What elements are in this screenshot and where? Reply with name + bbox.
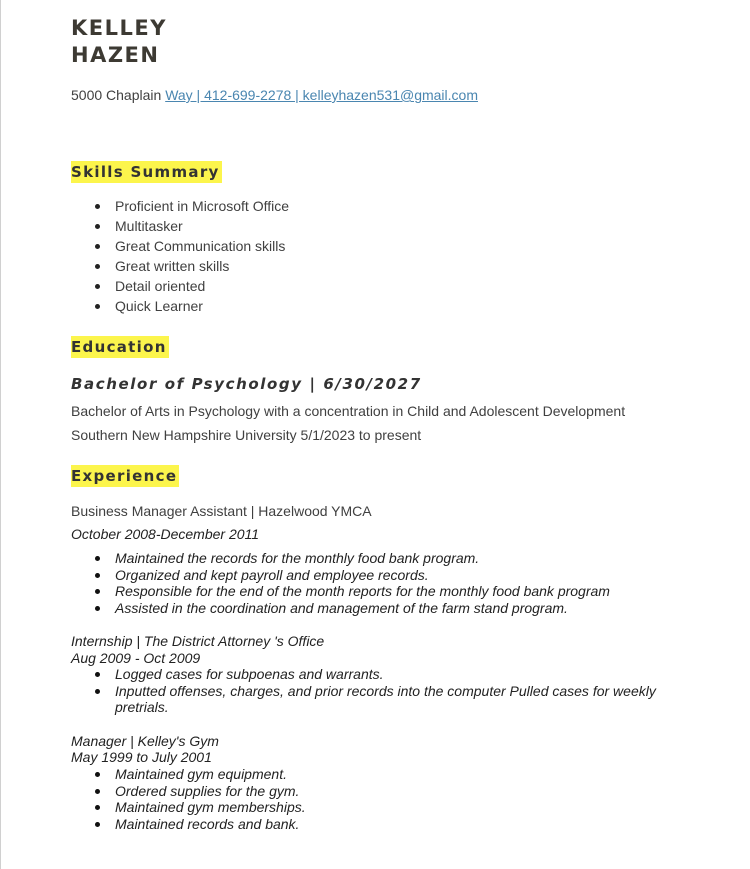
degree-description: Bachelor of Arts in Psychology with a concentration in Child and Adolescent Development [71,403,626,419]
skill-item: Proficient in Microsoft Office [71,196,289,216]
job-dates: October 2008-December 2011 [71,526,260,542]
job-bullets [71,550,691,617]
job-bullet: Maintained the records for the monthly food bank program. [71,550,691,567]
experience-heading: Experience [71,467,178,485]
page-edge [0,0,1,869]
school-line: Southern New Hampshire University 5/1/2023 to present [71,427,422,443]
degree-title: Bachelor of Psychology | 6/30/2027 [71,375,422,393]
contact-address: 5000 Chaplain [71,87,162,103]
job-bullet: Logged cases for subpoenas and warrants. [71,666,691,683]
job-title: Manager | Kelley's Gym [71,733,219,749]
job-bullets [71,766,691,833]
skill-item: Great written skills [71,256,289,276]
job-bullet: Maintained records and bank. [71,816,691,833]
job-dates: May 1999 to July 2001 [71,749,212,765]
job-bullets [71,666,691,716]
job-bullet: Assisted in the coordination and management of the farm stand program. [71,600,691,617]
education-heading: Education [71,338,167,356]
job-title: Internship | The District Attorney 's Office [71,633,325,649]
skill-item: Quick Learner [71,296,289,316]
resume-name [71,15,167,69]
skills-heading: Skills Summary [71,163,220,181]
contact-link[interactable]: Way | 412-699-2278 | kelleyhazen531@gmail.com [165,87,478,103]
contact-line [71,86,478,104]
last-name: HAZEN [71,43,160,67]
job-bullet: Ordered supplies for the gym. [71,783,691,800]
job-bullet: Maintained gym equipment. [71,766,691,783]
skills-list [71,196,289,316]
first-name: KELLEY [71,16,167,40]
job-bullet: Inputted offenses, charges, and prior records into the computer Pulled cases for weekly pretrials. [71,683,691,716]
job-dates: Aug 2009 - Oct 2009 [71,650,201,666]
job-bullet: Maintained gym memberships. [71,799,691,816]
skill-item: Great Communication skills [71,236,289,256]
skill-item: Multitasker [71,216,289,236]
skill-item: Detail oriented [71,276,289,296]
job-bullet: Responsible for the end of the month reports for the monthly food bank program [71,583,691,600]
job-bullet: Organized and kept payroll and employee records. [71,567,691,584]
job-title: Business Manager Assistant | Hazelwood YMCA [71,503,372,519]
